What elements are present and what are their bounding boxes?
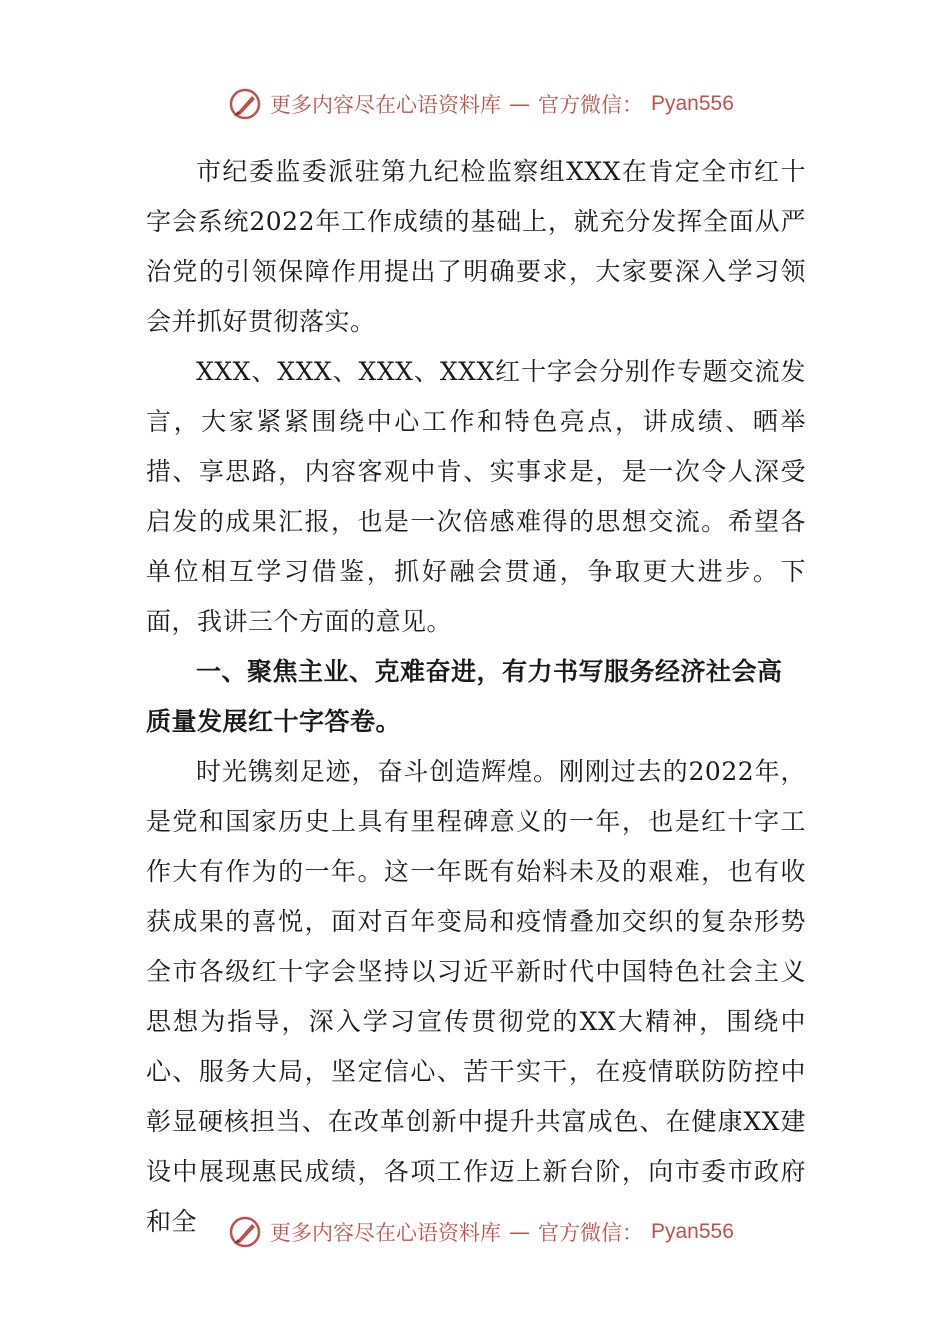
watermark-label: 官方微信：	[538, 1221, 643, 1245]
watermark-separator: —	[509, 92, 530, 116]
pen-logo-icon	[228, 1215, 262, 1249]
watermark-text: 更多内容尽在心语资料库	[270, 1221, 501, 1245]
footer-watermark	[228, 1212, 734, 1252]
watermark-text: 更多内容尽在心语资料库	[270, 93, 501, 117]
paragraph: 市纪委监委派驻第九纪检监察组XXX在肯定全市红十字会系统2022年工作成绩的基础上，就充分发挥全面从严治党的引领保障作用提出了明确要求，大家要深入学习领会并抓好贯彻落实。	[146, 157, 806, 336]
watermark-label: 官方微信：	[538, 93, 643, 117]
header-watermark	[228, 84, 734, 124]
watermark-account: Pyan556	[651, 92, 734, 115]
watermark-separator: —	[509, 1220, 530, 1244]
document-body	[146, 147, 806, 1247]
paragraph: XXX、XXX、XXX、XXX红十字会分别作专题交流发言，大家紧紧围绕中心工作和特色亮点，讲成绩、晒举措、享思路，内容客观中肯、实事求是，是一次令人深受启发的成果汇报，也是一次倍感难得的思想交流。希望各单位相互学习借鉴，抓好融会贯通，争取更大进步。下面，我讲三个方面的意见。	[146, 357, 806, 636]
section-heading: 一、聚焦主业、克难奋进，有力书写服务经济社会高质量发展红十字答卷。	[146, 657, 783, 736]
watermark-account: Pyan556	[651, 1220, 734, 1243]
pen-logo-icon	[228, 87, 262, 121]
paragraph: 时光镌刻足迹，奋斗创造辉煌。刚刚过去的2022年，是党和国家历史上具有里程碑意义的一年，也是红十字工作大有作为的一年。这一年既有始料未及的艰难，也有收获成果的喜悦，面对百年变局和疫情叠加交织的复杂形势全市各级红十字会坚持以习近平新时代中国特色社会主义思想为指导，深入学习宣传贯彻党的XX大精神，围绕中心、服务大局，坚定信心、苦干实干，在疫情联防防控中彰显硬核担当、在改革创新中提升共富成色、在健康XX建设中展现惠民成绩，各项工作迈上新台阶，向市委市政府和全	[146, 757, 806, 1236]
